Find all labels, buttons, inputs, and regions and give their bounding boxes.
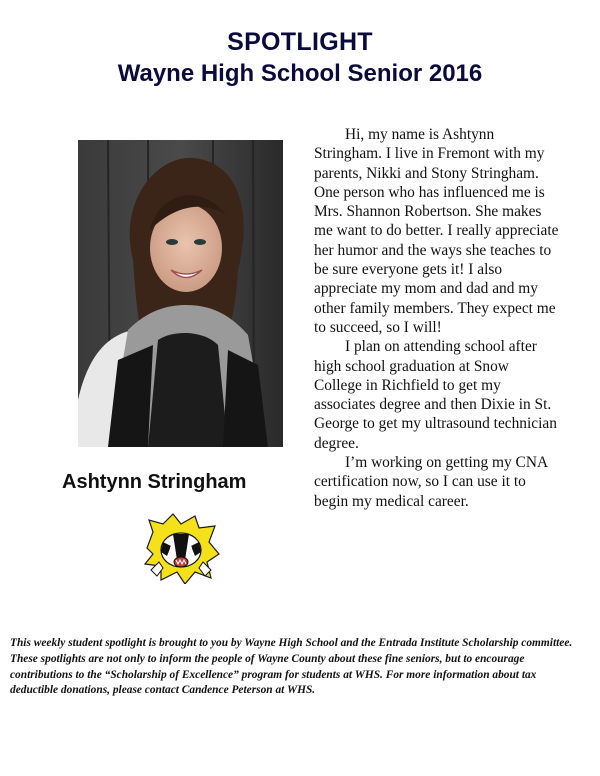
bio-paragraph: I’m working on getting my CNA certification now, so I can use it to begin my medical career. — [314, 454, 548, 510]
student-portrait — [78, 140, 283, 447]
footer-note: This weekly student spotlight is brought to you by Wayne High School and the Entrada Institute Scholarship committee. These spotlights are not only to inform the people of Wayne County about these fine seniors, but to encourage contributions to the “Scholarship of Excellence” program for students at WHS. For more information about tax deductible donations, please contact Candence Peterson at WHS. — [10, 637, 573, 697]
page-title: SPOTLIGHT — [227, 28, 373, 56]
badger-mascot-logo — [141, 512, 221, 584]
bio-paragraph: I plan on attending school after high school graduation at Snow College in Richfield to get my associates degree and then Dixie in St. George to get my ultrasound technician degree. — [314, 338, 557, 452]
biography — [314, 125, 560, 511]
page-subtitle: Wayne High School Senior 2016 — [117, 60, 483, 87]
bio-paragraph: Hi, my name is Ashtynn Stringham. I live in Fremont with my parents, Nikki and Stony Stringham. One person who has influenced me is Mrs. Shannon Robertson. She makes me want to do better. I really appreciate her humor and the ways she teaches to be sure everyone gets it! I also appreciate my mom and dad and my other family members. They expect me to succeed, so I will! — [314, 126, 559, 336]
student-name: Ashtynn Stringham — [62, 471, 247, 493]
